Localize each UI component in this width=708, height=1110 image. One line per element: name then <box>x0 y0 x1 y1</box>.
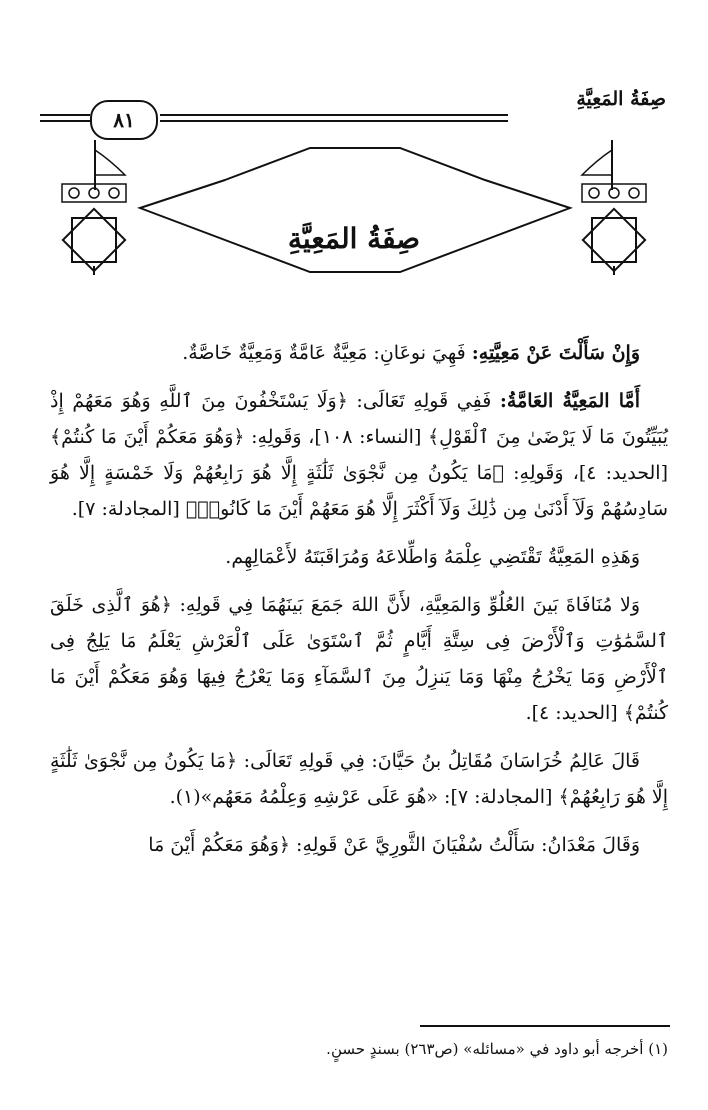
footnote-rule <box>420 1025 670 1027</box>
chapter-title: صِفَةُ المَعِيَّةِ <box>287 222 421 255</box>
paragraph <box>50 587 668 731</box>
page-number: ٨١ <box>90 100 158 140</box>
paragraph-text: وَهَذِهِ المَعِيَّةُ تَقْتَضِي عِلْمَهُ وَاطِّلاعَهُ وَمُرَاقَبَتَهُ لأَعْمَالِهِم. <box>225 546 640 568</box>
header-rule <box>160 120 508 122</box>
header-rule <box>40 120 90 122</box>
body-text <box>50 335 668 875</box>
paragraph <box>50 743 668 815</box>
paragraph-text: وَلا مُنَافَاةَ بَينَ العُلُوِّ وَالمَعِيَّةِ، لأَنَّ اللهَ جَمَعَ بَينَهُمَا فِي قَولِهِ: ﴿هُوَ ٱلَّذِى خَلَقَ ٱلسَّمَٰوَٰتِ وَٱلْأَرْضَ فِى سِتَّةِ أَيَّامٍ ثُمَّ ٱسْتَوَىٰ عَلَى ٱلْعَرْشِ يَعْلَمُ مَا يَلِجُ فِى ٱلْأَرْضِ وَمَا يَخْرُجُ مِنْهَا وَمَا يَنزِلُ مِنَ ٱلسَّمَآءِ وَمَا يَعْرُجُ فِيهَا وَهُوَ مَعَكُمْ أَيْنَ مَا كُنتُمْ﴾ [الحديد: ٤]. <box>50 594 668 724</box>
footnote: (١) أخرجه أبو داود في «مسائله» (ص٢٦٣) بسندٍ حسنٍ. <box>326 1040 668 1058</box>
paragraph-text: فَفِي قَولِهِ تَعَالَى: ﴿وَلَا يَسْتَخْفُونَ مِنَ ٱللَّهِ وَهُوَ مَعَهُمْ إِذْ يُبَيِّتُونَ مَا لَا يَرْضَىٰ مِنَ ٱلْقَوْلِ﴾ [النساء: ١٠٨]، وَقَولِهِ: ﴿وَهُوَ مَعَكُمْ أَيْنَ مَا كُنتُمْ﴾ [الحديد: ٤]، وَقَولِهِ: ﴿مَا يَكُونُ مِن نَّجْوَىٰ ثَلَٰثَةٍ إِلَّا هُوَ رَابِعُهُمْ وَلَا خَمْسَةٍ إِلَّا هُوَ سَادِسُهُمْ وَلَآ أَدْنَىٰ مِن ذَٰلِكَ وَلَآ أَكْثَرَ إِلَّا هُوَ مَعَهُمْ أَيْنَ مَا كَانُوا۟﴾ [المجادلة: ٧]. <box>50 390 668 520</box>
paragraph-lead: وَإِنْ سَأَلْتَ عَنْ مَعِيَّتِهِ: <box>471 342 640 364</box>
paragraph-lead: أَمَّا المَعِيَّةُ العَامَّةُ: <box>499 390 640 412</box>
running-title: صِفَةُ المَعِيَّةِ <box>576 88 666 110</box>
paragraph-text: وَقَالَ مَعْدَانُ: سَأَلْتُ سُفْيَانَ الثَّورِيَّ عَنْ قَولِهِ: ﴿وَهُوَ مَعَكُمْ أَيْنَ مَا <box>148 834 640 856</box>
paragraph <box>50 539 668 575</box>
paragraph-text: فَهِيَ نوعَانِ: مَعِيَّةٌ عَامَّةٌ وَمَعِيَّةٌ خَاصَّةٌ. <box>182 342 472 364</box>
header-rule <box>160 114 508 116</box>
paragraph <box>50 827 668 863</box>
chapter-title-ornament <box>0 140 708 285</box>
header-rule <box>40 114 90 116</box>
paragraph-text: قَالَ عَالِمُ خُرَاسَانَ مُقَاتِلُ بنُ حَيَّانَ: فِي قَولِهِ تَعَالَى: ﴿مَا يَكُونُ مِن نَّجْوَىٰ ثَلَٰثَةٍ إِلَّا هُوَ رَابِعُهُمْ﴾ [المجادلة: ٧]: «هُوَ عَلَى عَرْشِهِ وَعِلْمُهُ مَعَهُم»(١). <box>50 750 668 808</box>
paragraph <box>50 335 668 371</box>
paragraph <box>50 383 668 527</box>
